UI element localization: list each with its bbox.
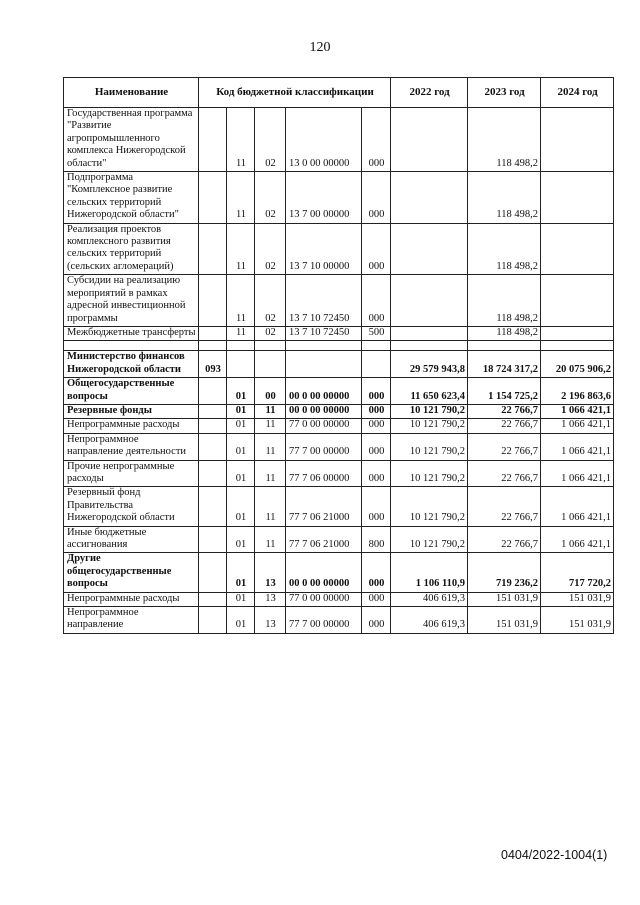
code-section: [227, 351, 255, 378]
row-name: Субсидии на реализацию мероприятий в рамках адресной инвестиционной программы: [64, 275, 199, 327]
value-2022: [391, 108, 468, 172]
code-subsection: 13: [255, 592, 286, 606]
code-expense-type: 000: [362, 487, 391, 526]
empty-cell: [255, 341, 286, 351]
row-name: Прочие непрограммные расходы: [64, 460, 199, 487]
code-section: 01: [227, 404, 255, 418]
code-subsection: 02: [255, 108, 286, 172]
row-name: Межбюджетные трансферты: [64, 326, 199, 340]
value-2022: 10 121 790,2: [391, 487, 468, 526]
code-subsection: 00: [255, 378, 286, 405]
document-code: 0404/2022-1004(1): [501, 848, 608, 862]
code-ministry: [199, 526, 227, 553]
code-subsection: 02: [255, 326, 286, 340]
code-subsection: 11: [255, 460, 286, 487]
value-2024: 20 075 906,2: [541, 351, 614, 378]
value-2024: [541, 326, 614, 340]
value-2022: 406 619,3: [391, 607, 468, 634]
code-ministry: 093: [199, 351, 227, 378]
code-expense-type: 000: [362, 460, 391, 487]
value-2024: [541, 108, 614, 172]
header-2023: 2023 год: [468, 78, 541, 108]
table-row: [64, 487, 614, 526]
code-target-article: 77 7 06 21000: [286, 526, 362, 553]
value-2023: 22 766,7: [468, 526, 541, 553]
table-row: [64, 351, 614, 378]
code-ministry: [199, 172, 227, 224]
value-2022: 406 619,3: [391, 592, 468, 606]
code-target-article: 00 0 00 00000: [286, 378, 362, 405]
table-row: [64, 526, 614, 553]
code-section: 11: [227, 172, 255, 224]
value-2022: 29 579 943,8: [391, 351, 468, 378]
budget-table: [63, 77, 614, 634]
table-row: [64, 404, 614, 418]
code-expense-type: 000: [362, 223, 391, 275]
code-section: 01: [227, 607, 255, 634]
empty-cell: [199, 341, 227, 351]
code-ministry: [199, 460, 227, 487]
header-code: Код бюджетной классификации: [199, 78, 391, 108]
value-2023: 22 766,7: [468, 487, 541, 526]
table-row: [64, 108, 614, 172]
row-name: Реализация проектов комплексного развития сельских территорий (сельских агломераций): [64, 223, 199, 275]
code-ministry: [199, 433, 227, 460]
code-section: 01: [227, 433, 255, 460]
row-name: Иные бюджетные ассигнования: [64, 526, 199, 553]
value-2022: [391, 326, 468, 340]
empty-cell: [286, 341, 362, 351]
code-target-article: 77 0 00 00000: [286, 592, 362, 606]
row-name: Другие общегосударственные вопросы: [64, 553, 199, 592]
value-2022: 10 121 790,2: [391, 433, 468, 460]
code-target-article: 77 7 06 00000: [286, 460, 362, 487]
table-row: [64, 592, 614, 606]
value-2022: [391, 172, 468, 224]
header-2022: 2022 год: [391, 78, 468, 108]
row-name: Министерство финансов Нижегородской области: [64, 351, 199, 378]
code-subsection: 13: [255, 553, 286, 592]
code-section: 01: [227, 592, 255, 606]
row-name: Подпрограмма "Комплексное развитие сельских территорий Нижегородской области": [64, 172, 199, 224]
value-2023: 22 766,7: [468, 460, 541, 487]
table-row: [64, 419, 614, 433]
code-expense-type: [362, 351, 391, 378]
value-2024: 1 066 421,1: [541, 419, 614, 433]
empty-cell: [227, 341, 255, 351]
table-row: [64, 433, 614, 460]
value-2024: 717 720,2: [541, 553, 614, 592]
code-target-article: 13 7 10 72450: [286, 275, 362, 327]
code-subsection: 02: [255, 223, 286, 275]
code-ministry: [199, 487, 227, 526]
code-target-article: [286, 351, 362, 378]
code-expense-type: 000: [362, 607, 391, 634]
code-expense-type: 000: [362, 433, 391, 460]
code-ministry: [199, 592, 227, 606]
value-2024: 2 196 863,6: [541, 378, 614, 405]
code-expense-type: 000: [362, 553, 391, 592]
empty-cell: [468, 341, 541, 351]
code-section: 01: [227, 487, 255, 526]
code-subsection: 02: [255, 275, 286, 327]
code-expense-type: 000: [362, 275, 391, 327]
value-2023: 22 766,7: [468, 433, 541, 460]
table-row: [64, 460, 614, 487]
value-2023: 22 766,7: [468, 404, 541, 418]
code-target-article: 77 0 00 00000: [286, 419, 362, 433]
value-2022: [391, 223, 468, 275]
header-name: Наименование: [64, 78, 199, 108]
code-subsection: 13: [255, 607, 286, 634]
code-subsection: 11: [255, 433, 286, 460]
code-expense-type: 000: [362, 592, 391, 606]
value-2022: 10 121 790,2: [391, 460, 468, 487]
code-section: 01: [227, 460, 255, 487]
value-2024: 1 066 421,1: [541, 487, 614, 526]
page-number: 120: [309, 40, 331, 55]
code-section: 11: [227, 223, 255, 275]
code-section: 01: [227, 419, 255, 433]
table-row: [64, 607, 614, 634]
code-ministry: [199, 419, 227, 433]
code-section: 11: [227, 275, 255, 327]
table-row: [64, 326, 614, 340]
code-ministry: [199, 326, 227, 340]
value-2023: 151 031,9: [468, 607, 541, 634]
code-ministry: [199, 275, 227, 327]
row-name: Общегосударственные вопросы: [64, 378, 199, 405]
code-section: 11: [227, 326, 255, 340]
value-2023: 118 498,2: [468, 275, 541, 327]
value-2022: [391, 275, 468, 327]
empty-cell: [391, 341, 468, 351]
value-2023: 118 498,2: [468, 108, 541, 172]
code-target-article: 13 7 10 00000: [286, 223, 362, 275]
code-subsection: 11: [255, 404, 286, 418]
code-target-article: 00 0 00 00000: [286, 553, 362, 592]
code-expense-type: 000: [362, 108, 391, 172]
code-ministry: [199, 223, 227, 275]
code-target-article: 77 7 00 00000: [286, 607, 362, 634]
spacer-row: [64, 341, 614, 351]
value-2023: 22 766,7: [468, 419, 541, 433]
value-2022: 10 121 790,2: [391, 404, 468, 418]
value-2023: 118 498,2: [468, 172, 541, 224]
table-row: [64, 275, 614, 327]
code-ministry: [199, 553, 227, 592]
value-2022: 1 106 110,9: [391, 553, 468, 592]
table-row: [64, 553, 614, 592]
header-2024: 2024 год: [541, 78, 614, 108]
code-subsection: 11: [255, 419, 286, 433]
row-name: Непрограммное направление: [64, 607, 199, 634]
value-2024: 1 066 421,1: [541, 404, 614, 418]
value-2023: 151 031,9: [468, 592, 541, 606]
row-name: Государственная программа "Развитие агропромышленного комплекса Нижегородской области": [64, 108, 199, 172]
row-name: Непрограммные расходы: [64, 592, 199, 606]
code-target-article: 13 7 10 72450: [286, 326, 362, 340]
code-ministry: [199, 378, 227, 405]
code-ministry: [199, 108, 227, 172]
code-section: 11: [227, 108, 255, 172]
value-2023: 18 724 317,2: [468, 351, 541, 378]
code-subsection: 11: [255, 526, 286, 553]
row-name: Непрограммное направление деятельности: [64, 433, 199, 460]
code-target-article: 77 7 00 00000: [286, 433, 362, 460]
row-name: Резервные фонды: [64, 404, 199, 418]
code-section: 01: [227, 378, 255, 405]
value-2022: 10 121 790,2: [391, 419, 468, 433]
empty-cell: [541, 341, 614, 351]
value-2024: 1 066 421,1: [541, 526, 614, 553]
table-header-row: [64, 78, 614, 108]
empty-cell: [362, 341, 391, 351]
code-target-article: 00 0 00 00000: [286, 404, 362, 418]
code-expense-type: 800: [362, 526, 391, 553]
value-2022: 10 121 790,2: [391, 526, 468, 553]
code-subsection: 11: [255, 487, 286, 526]
value-2022: 11 650 623,4: [391, 378, 468, 405]
table-row: [64, 172, 614, 224]
code-ministry: [199, 404, 227, 418]
value-2024: 1 066 421,1: [541, 460, 614, 487]
value-2023: 118 498,2: [468, 326, 541, 340]
value-2024: 151 031,9: [541, 592, 614, 606]
code-expense-type: 500: [362, 326, 391, 340]
value-2024: [541, 275, 614, 327]
code-subsection: 02: [255, 172, 286, 224]
code-section: 01: [227, 526, 255, 553]
code-subsection: [255, 351, 286, 378]
code-expense-type: 000: [362, 172, 391, 224]
code-target-article: 13 0 00 00000: [286, 108, 362, 172]
value-2024: 151 031,9: [541, 607, 614, 634]
row-name: Непрограммные расходы: [64, 419, 199, 433]
table-row: [64, 378, 614, 405]
value-2024: [541, 223, 614, 275]
code-ministry: [199, 607, 227, 634]
empty-cell: [64, 341, 199, 351]
code-expense-type: 000: [362, 378, 391, 405]
code-target-article: 13 7 00 00000: [286, 172, 362, 224]
code-expense-type: 000: [362, 419, 391, 433]
row-name: Резервный фонд Правительства Нижегородской области: [64, 487, 199, 526]
code-section: 01: [227, 553, 255, 592]
value-2023: 719 236,2: [468, 553, 541, 592]
table-row: [64, 223, 614, 275]
code-expense-type: 000: [362, 404, 391, 418]
value-2024: 1 066 421,1: [541, 433, 614, 460]
value-2023: 1 154 725,2: [468, 378, 541, 405]
value-2023: 118 498,2: [468, 223, 541, 275]
value-2024: [541, 172, 614, 224]
code-target-article: 77 7 06 21000: [286, 487, 362, 526]
